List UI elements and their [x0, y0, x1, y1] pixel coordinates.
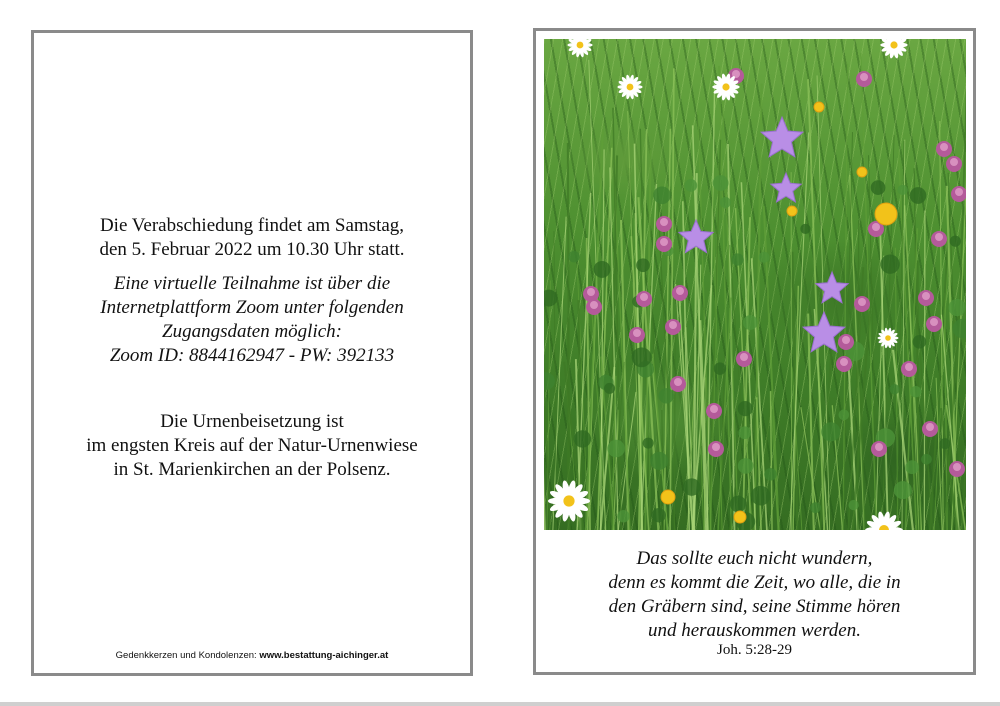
clover-leaf [544, 372, 555, 390]
burial-line: im engsten Kreis auf der Natur-Urnenwiese [86, 435, 418, 456]
clover-leaf [905, 460, 919, 474]
flower-layer [544, 39, 966, 530]
clover-leaf [720, 197, 731, 208]
clover-leaf [604, 383, 615, 394]
clover-blossom-highlight [930, 318, 938, 326]
clover-blossom-highlight [590, 301, 598, 309]
urn-burial-note [34, 410, 470, 482]
clover-leaf [713, 175, 729, 191]
clover-blossom-highlight [840, 358, 848, 366]
clover-blossom-highlight [740, 353, 748, 361]
clover-blossom-highlight [950, 158, 958, 166]
clover-blossom-highlight [953, 463, 961, 471]
verse-line: und herauskommen werden. [647, 620, 861, 641]
clover-blossom-highlight [640, 293, 648, 301]
farewell-line: Die Verabschiedung findet am Samstag, [99, 215, 405, 236]
clover-leaf [714, 362, 726, 374]
grass-blade [924, 211, 925, 531]
meadow-flowers-photo [544, 39, 966, 530]
clover-blossom-highlight [676, 287, 684, 295]
zoom-credentials: Zoom ID: 8844162947 - PW: 392133 [109, 345, 395, 366]
clover-blossom-highlight [842, 336, 850, 344]
clover-blossom-highlight [669, 321, 677, 329]
clover-leaf [730, 496, 747, 513]
clover-blossom-highlight [905, 363, 913, 371]
clover-blossom-highlight [872, 223, 880, 231]
clover-leaf [821, 422, 840, 441]
clover-leaf [594, 261, 611, 278]
virtual-participation-note [34, 272, 470, 368]
clover-blossom-highlight [935, 233, 943, 241]
condolence-label: Gedenkkerzen und Kondolenzen: [115, 650, 260, 661]
grass-blade [920, 350, 933, 530]
clover-leaf [617, 510, 629, 522]
farewell-line: den 5. Februar 2022 um 10.30 Uhr statt. [99, 239, 405, 260]
clover-leaf [574, 430, 591, 447]
daisy-center-icon [885, 335, 891, 341]
clover-leaf [544, 290, 557, 307]
clover-leaf [894, 481, 912, 499]
clover-leaf [950, 236, 961, 247]
clover-blossom-highlight [875, 443, 883, 451]
dandelion-icon [857, 167, 867, 177]
clover-leaf [913, 335, 927, 349]
dandelion-icon [734, 511, 746, 523]
clover-leaf [897, 185, 907, 195]
clover-leaf [738, 426, 751, 439]
clover-leaf [738, 401, 753, 416]
daisy-center-icon [577, 42, 584, 49]
right-card [533, 28, 976, 675]
clover-blossom-highlight [712, 443, 720, 451]
clover-leaf [949, 299, 966, 316]
bellflower-icon [816, 272, 848, 303]
condolence-link[interactable]: www.bestattung-aichinger.at [259, 650, 389, 661]
grass-blade [808, 79, 824, 530]
bellflower-icon [761, 117, 803, 157]
clover-leaf [759, 252, 770, 263]
condolence-footer [34, 650, 470, 661]
clover-blossom-highlight [633, 329, 641, 337]
clover-leaf [871, 180, 886, 195]
burial-line: in St. Marienkirchen an der Polsenz. [113, 459, 391, 480]
clover-blossom-highlight [587, 288, 595, 296]
clover-blossom-highlight [955, 188, 963, 196]
dandelion-icon [787, 206, 797, 216]
clover-blossom-highlight [922, 292, 930, 300]
clover-leaf [810, 502, 821, 513]
clover-blossom-highlight [674, 378, 682, 386]
clover-leaf [732, 253, 744, 265]
clover-leaf [650, 452, 668, 470]
clover-blossom-highlight [940, 143, 948, 151]
clover-leaf [939, 438, 950, 449]
clover-leaf [910, 187, 927, 204]
bible-verse [536, 547, 973, 643]
verse-line: denn es kommt die Zeit, wo alle, die in [608, 572, 901, 593]
clover-blossom-highlight [858, 298, 866, 306]
clover-blossom-highlight [926, 423, 934, 431]
clover-leaf [685, 179, 698, 192]
burial-line: Die Urnenbeisetzung ist [160, 411, 344, 432]
virtual-line: Internetplattform Zoom unter folgenden [100, 297, 404, 318]
left-card [31, 30, 473, 676]
clover-blossom-highlight [660, 218, 668, 226]
daisy-center-icon [627, 84, 634, 91]
grass-blade [843, 64, 847, 530]
verse-line: Das sollte euch nicht wundern, [636, 548, 873, 569]
daisy-center-icon [890, 41, 897, 48]
clover-leaf [880, 254, 899, 273]
dandelion-icon [661, 490, 675, 504]
clover-leaf [652, 508, 666, 522]
virtual-line: Eine virtuelle Teilnahme ist über die [113, 273, 391, 294]
verse-line: den Gräbern sind, seine Stimme hören [608, 596, 901, 617]
clover-leaf [607, 440, 625, 458]
clover-leaf [921, 454, 932, 465]
daisy-center-icon [722, 83, 729, 90]
clover-leaf [568, 251, 580, 263]
clover-leaf [910, 386, 921, 397]
clover-leaf [839, 410, 850, 421]
dandelion-icon [814, 102, 824, 112]
clover-blossom-highlight [710, 405, 718, 413]
clover-leaf [848, 500, 858, 510]
clover-leaf [751, 486, 771, 506]
clover-blossom-highlight [860, 73, 868, 81]
clover-blossom-highlight [660, 238, 668, 246]
dandelion-icon [875, 203, 897, 225]
clover-leaf [659, 388, 674, 403]
grass-blade [962, 246, 966, 530]
clover-leaf [683, 478, 700, 495]
verse-reference: Joh. 5:28-29 [717, 642, 792, 658]
clover-leaf [643, 438, 654, 449]
virtual-line: Zugangsdaten möglich: [162, 321, 342, 342]
clover-leaf [653, 186, 671, 204]
clover-leaf [738, 458, 754, 474]
clover-leaf [743, 315, 758, 330]
farewell-announcement [34, 214, 470, 262]
clover-leaf [764, 468, 777, 481]
clover-leaf [800, 224, 810, 234]
clover-leaf [636, 258, 650, 272]
clover-leaf [889, 384, 899, 394]
bellflower-icon [771, 173, 801, 202]
clover-leaf [632, 347, 652, 367]
daisy-center-icon [563, 495, 574, 506]
page-bottom-rule [0, 702, 1000, 706]
